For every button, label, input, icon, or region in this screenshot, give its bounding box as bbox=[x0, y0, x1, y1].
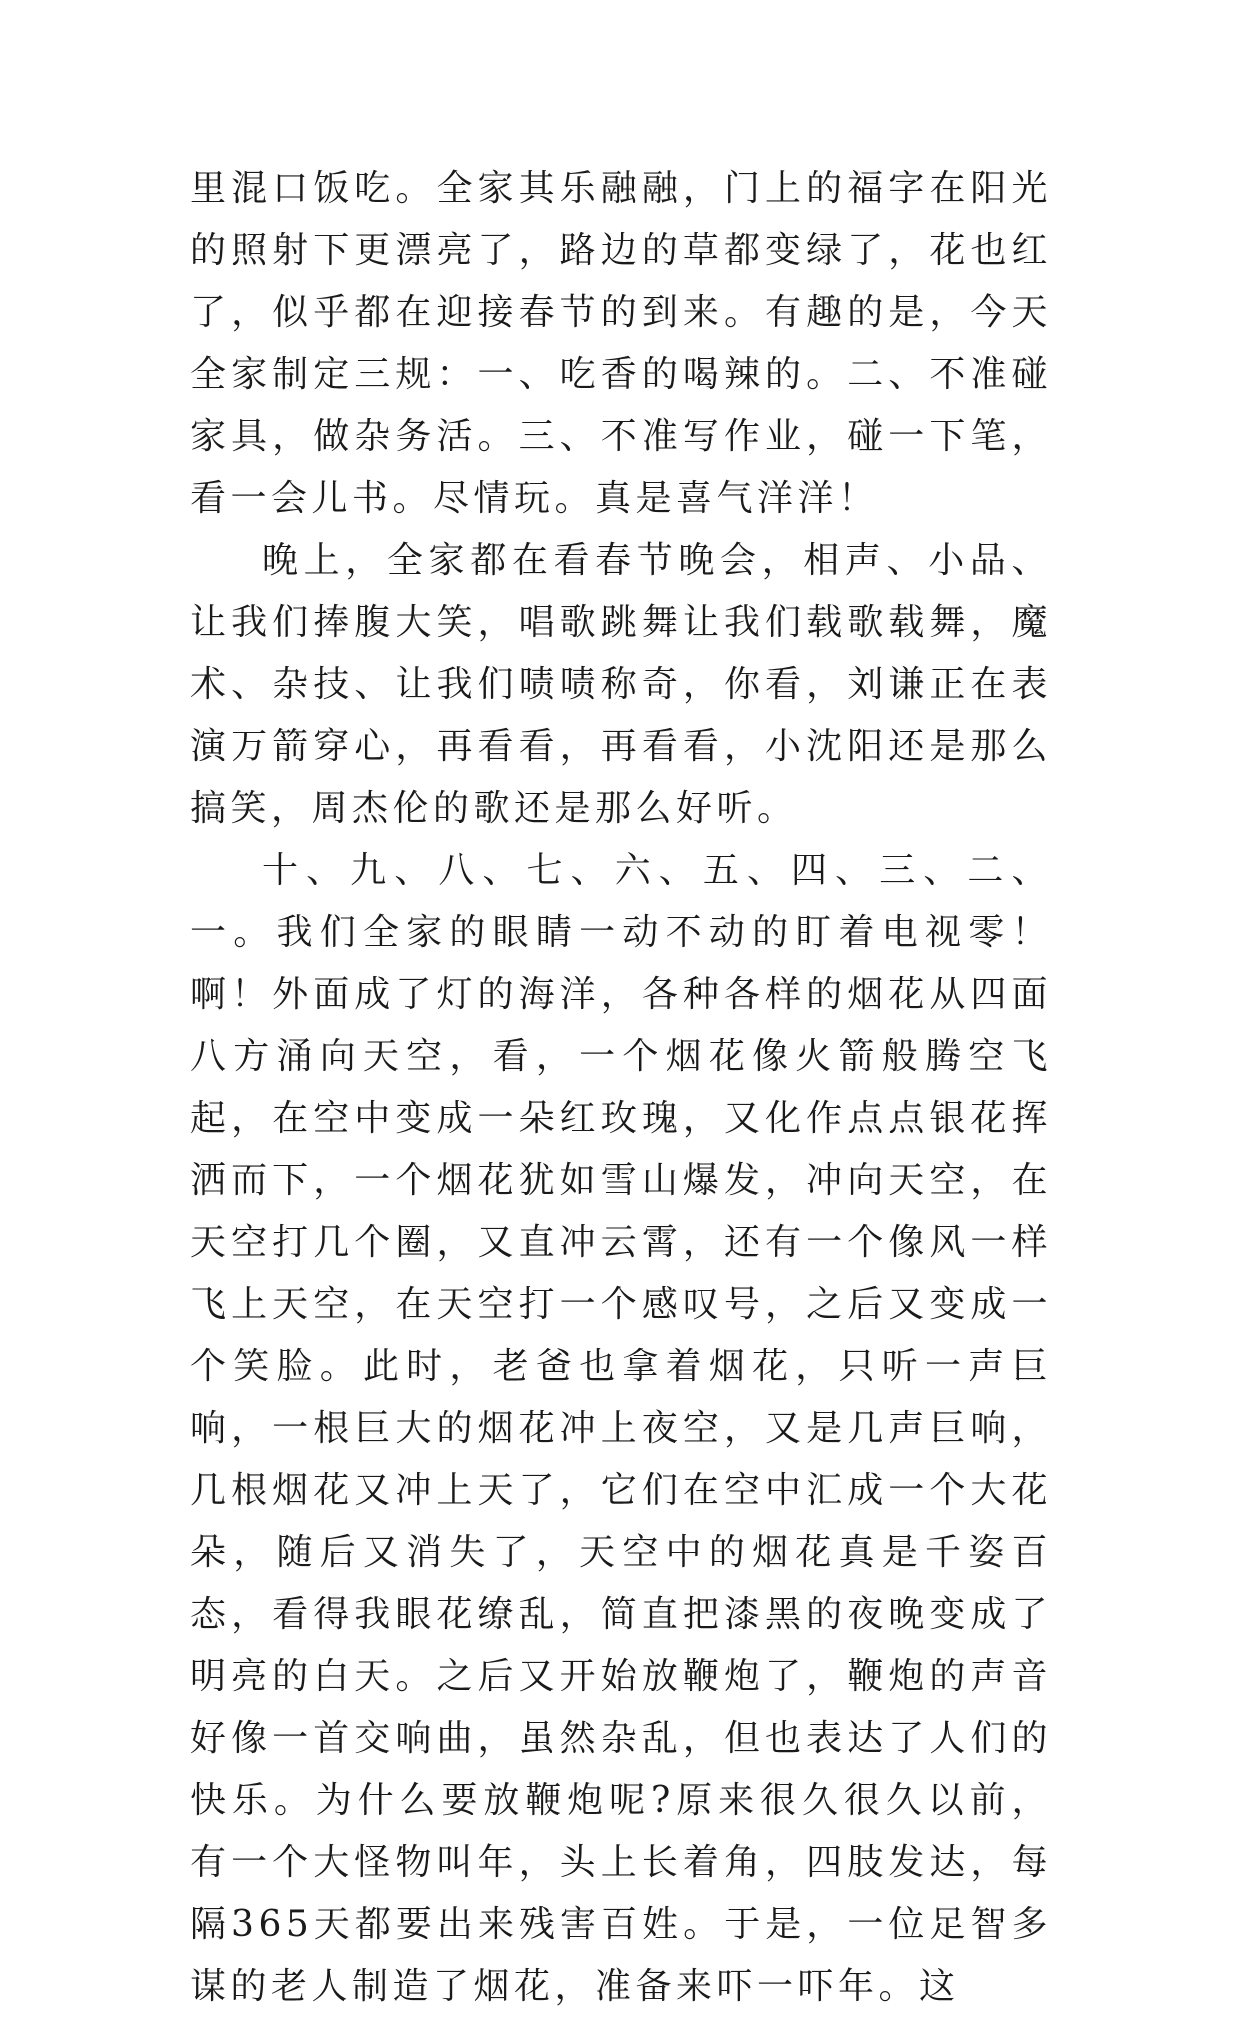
document-body bbox=[190, 158, 1052, 2018]
paragraph-1: 里混口饭吃。全家其乐融融，门上的福字在阳光的照射下更漂亮了，路边的草都变绿了，花也红了，似乎都在迎接春节的到来。有趣的是，今天全家制定三规：一、吃香的喝辣的。二、不准碰家具，做杂务活。三、不准写作业，碰一下笔，看一会儿书。尽情玩。真是喜气洋洋！ bbox=[190, 168, 1052, 519]
paragraph-2: 晚上，全家都在看春节晚会，相声、小品、让我们捧腹大笑，唱歌跳舞让我们载歌载舞，魔术、杂技、让我们啧啧称奇，你看，刘谦正在表演万箭穿心，再看看，再看看，小沈阳还是那么搞笑，周杰伦的歌还是那么好听。 bbox=[190, 540, 1052, 829]
paragraph-3: 十、九、八、七、六、五、四、三、二、一。我们全家的眼睛一动不动的盯着电视零！啊！外面成了灯的海洋，各种各样的烟花从四面八方涌向天空，看，一个烟花像火箭般腾空飞起，在空中变成一朵红玫瑰，又化作点点银花挥洒而下，一个烟花犹如雪山爆发，冲向天空，在天空打几个圈，又直冲云霄，还有一个像风一样飞上天空，在天空打一个感叹号，之后又变成一个笑脸。此时，老爸也拿着烟花，只听一声巨响，一根巨大的烟花冲上夜空，又是几声巨响，几根烟花又冲上天了，它们在空中汇成一个大花朵，随后又消失了，天空中的烟花真是千姿百态，看得我眼花缭乱，简直把漆黑的夜晚变成了明亮的白天。之后又开始放鞭炮了，鞭炮的声音好像一首交响曲，虽然杂乱，但也表达了人们的快乐。为什么要放鞭炮呢?原来很久很久以前，有一个大怪物叫年，头上长着角，四肢发达，每隔365天都要出来残害百姓。于是，一位足智多谋的老人制造了烟花，准备来吓一吓年。这 bbox=[190, 850, 1052, 2007]
